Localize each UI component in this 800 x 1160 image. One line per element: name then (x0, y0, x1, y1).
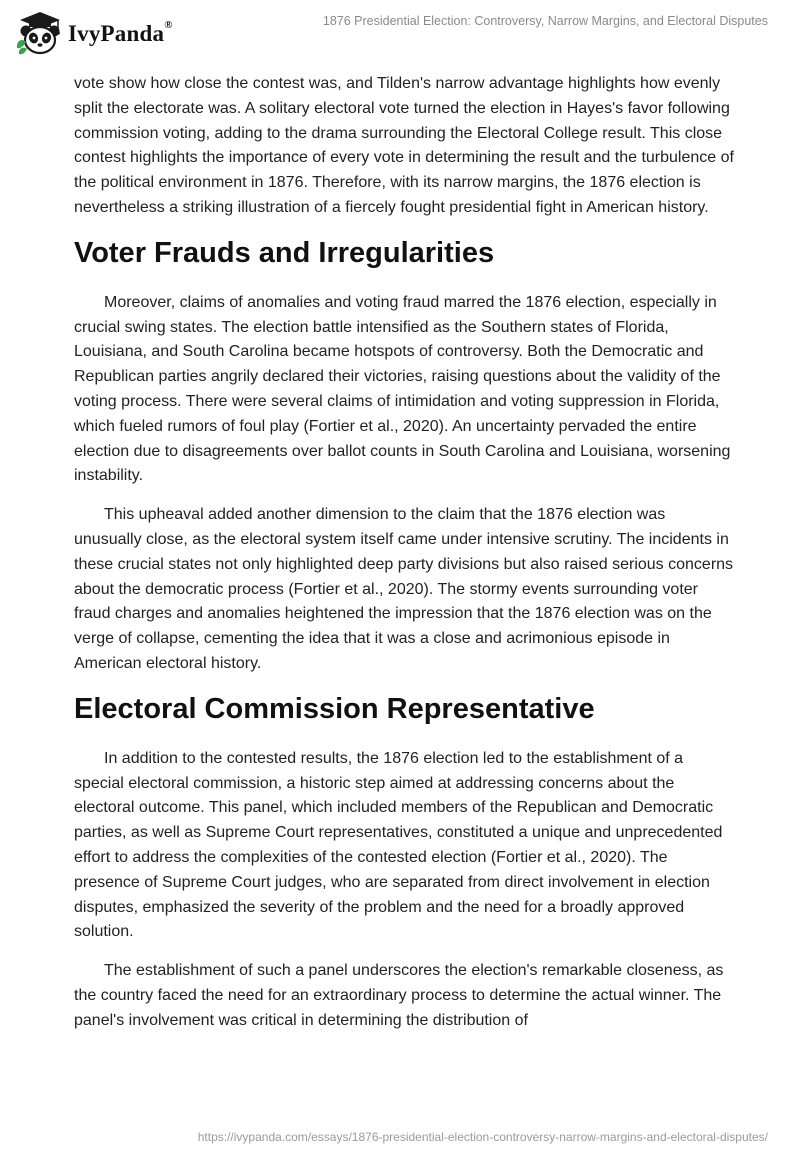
paragraph: Moreover, claims of anomalies and voting fraud marred the 1876 election, especially in crucial swing states. The election battle intensified as the Southern states of Florida, Louisiana, and South Carolina became hotspots of controversy. Both the Democratic and Republican parties angrily declared their victories, raising questions about the validity of the voting process. There were several claims of intimidation and voting suppression in Florida, which fueled rumors of foul play (Fortier et al., 2020). An uncertainty pervaded the entire election due to disagreements over ballot counts in South Carolina and Louisiana, worsening instability. (74, 293, 731, 485)
section-heading-electoral-commission: Electoral Commission Representative (74, 692, 595, 725)
paragraph: This upheaval added another dimension to the claim that the 1876 election was unusually close, as the electoral system itself came under intensive scrutiny. The incidents in these crucial states not only highlighted deep party divisions but also raised serious concerns about the democratic process (Fortier et al., 2020). The stormy events surrounding voter fraud charges and anomalies heightened the impression that the 1876 election was on the verge of collapse, cementing the idea that it was a close and acrimonious episode in American electoral history. (74, 506, 734, 672)
logo-text: IvyPanda® (68, 19, 173, 46)
footer-url[interactable]: https://ivypanda.com/essays/1876-presidential-election-controversy-narrow-margins-and-electoral-disputes/ (197, 1130, 768, 1144)
essay-content (74, 72, 734, 1048)
section-heading-voter-frauds: Voter Frauds and Irregularities (74, 236, 495, 269)
page-header (0, 0, 800, 64)
panda-graduate-icon (14, 8, 66, 58)
logo[interactable] (14, 8, 173, 58)
intro-paragraph: vote show how close the contest was, and Tilden's narrow advantage highlights how evenly split the electorate was. A solitary electoral vote turned the election in Hayes's favor following commission voting, adding to the drama surrounding the Electoral College result. This close contest highlights the importance of every vote in determining the result and the turbulence of the political environment in 1876. Therefore, with its narrow margins, the 1876 election is nevertheless a striking illustration of a fiercely fought presidential fight in American history. (74, 75, 734, 216)
paragraph: The establishment of such a panel underscores the election's remarkable closeness, as the country faced the need for an extraordinary process to determine the actual winner. The panel's involvement was critical in determining the distribution of (74, 962, 724, 1029)
paragraph: In addition to the contested results, the 1876 election led to the establishment of a special electoral commission, a historic step aimed at addressing concerns about the electoral outcome. This panel, which included members of the Republican and Democratic parties, as well as Supreme Court representatives, constituted a unique and unprecedented effort to address the complexities of the contested election (Fortier et al., 2020). The presence of Supreme Court judges, who are separated from direct involvement in election disputes, emphasized the severity of the problem and the need for a broadly approved solution. (74, 749, 723, 941)
document-title: 1876 Presidential Election: Controversy, Narrow Margins, and Electoral Disputes (322, 14, 768, 28)
